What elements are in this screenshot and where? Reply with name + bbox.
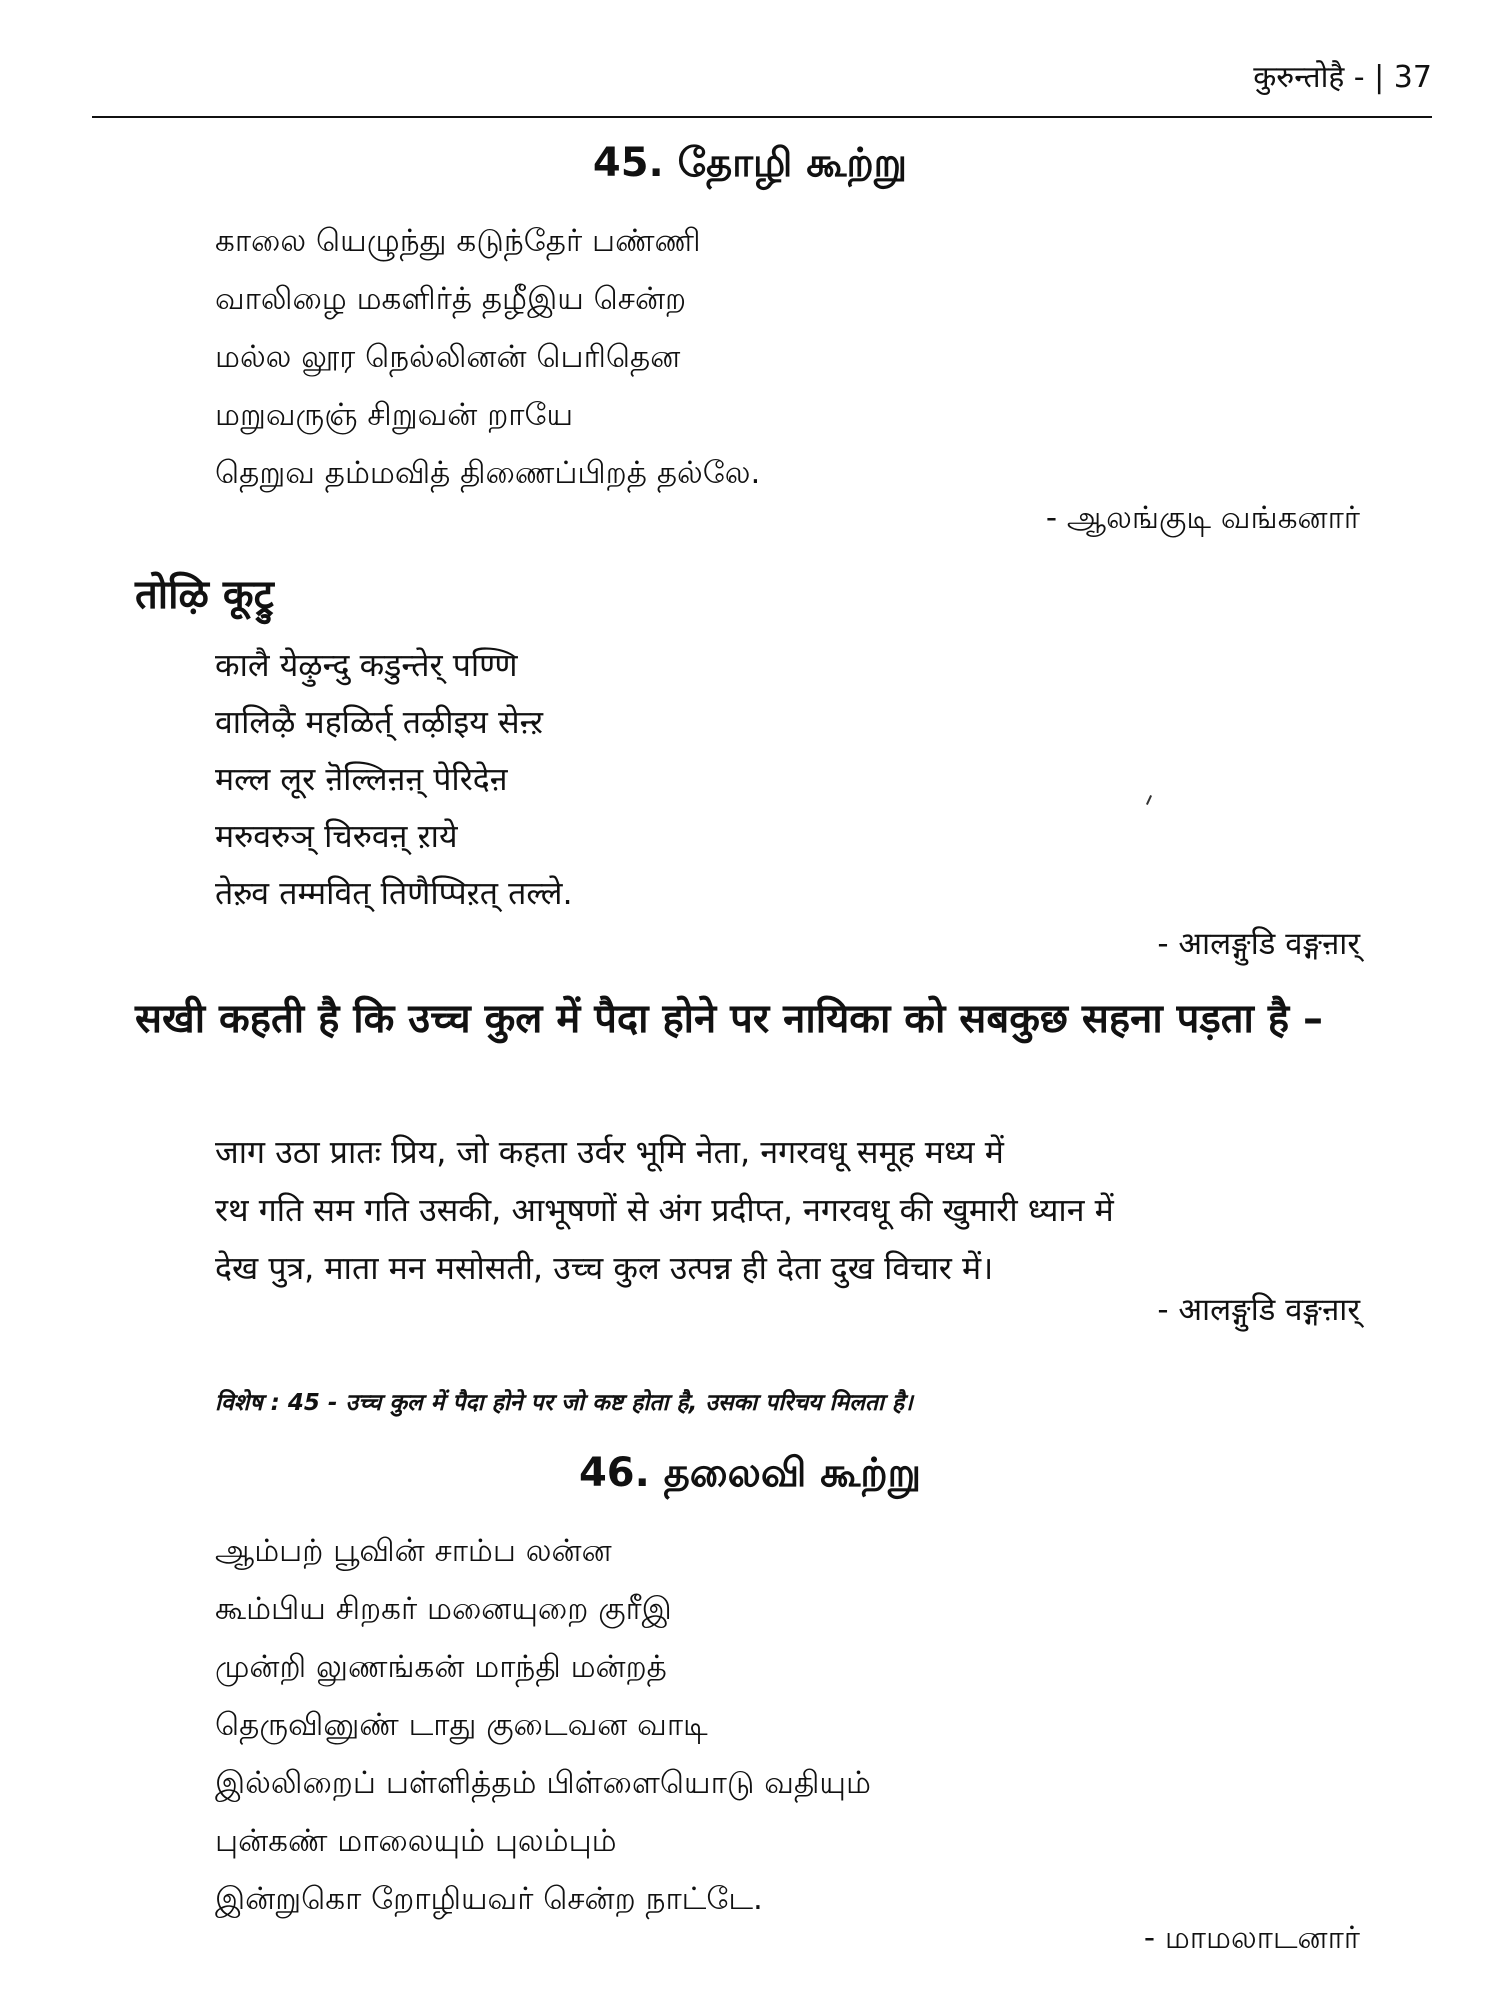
poem45-devanagari-author: - आलङ्गुडि वङ्गऩार् [1157,926,1360,962]
verse-line: देख पुत्र, माता मन मसोसती, उच्च कुल उत्पन्न ही देता दुख विचार में। [215,1249,994,1287]
running-header: कुरुन्तोहै - | 37 [1253,60,1432,95]
verse-line: புன்கண் மாலையும் புலம்பும் [215,1823,617,1859]
verse-line: मल्ल लूर ऩॆल्लिऩऩ् पेरिदेऩ [215,760,508,798]
verse-line: இல்லிறைப் பள்ளித்தம் பிள்ளையொடு வதியும் [215,1765,871,1801]
verse-line: ஆம்பற் பூவின் சாம்ப லன்ன [215,1533,612,1569]
poem45-hindi-author: - आलङ्गुडि वङ्गऩार् [1157,1292,1360,1328]
verse-line: மல்ல லூர நெல்லினன் பெரிதென [215,339,681,375]
poem45-tamil-verse [215,212,760,502]
poem45-tamil-author: - ஆலங்குடி வங்கனார் [1045,500,1360,536]
poem45-title: 45. தோழி கூற்று [592,140,908,186]
verse-line: தெருவினுண் டாது குடைவன வாடி [215,1707,708,1743]
verse-line: कालै येऴुन्दु कडुन्तेर् पण्णि [215,646,518,684]
hindi-heading: सखी कहती है कि उच्च कुल में पैदा होने पर नायिका को सबकुछ सहना पड़ता है – [135,996,1324,1042]
verse-line: तेऱुव तम्मवित् तिणैप्पिऱत् तल्ले. [215,874,573,912]
poem45-note: विशेष : 45 - उच्च कुल में पैदा होने पर जो कष्ट होता है, उसका परिचय मिलता है। [215,1390,913,1416]
verse-line: வாலிழை மகளிர்த் தழீஇய சென்ற [215,281,687,317]
poem46-title: 46. தலைவி கூற்று [578,1450,922,1496]
verse-line: கூம்பிய சிறகர் மனையுறை குரீஇ [215,1591,672,1627]
poem46-author: - மாமலாடனார் [1143,1920,1360,1956]
verse-line: தெறுவ தம்மவித் திணைப்பிறத் தல்லே. [215,455,761,491]
poem45-devanagari-verse [215,637,573,922]
verse-line: முன்றி லுணங்கன் மாந்தி மன்றத் [215,1649,667,1685]
verse-line: जाग उठा प्रातः प्रिय, जो कहता उर्वर भूमि नेता, नगरवधू समूह मध्य में [215,1133,1004,1171]
header-rule [92,116,1432,118]
verse-line: மறுவருஞ் சிறுவன் றாயே [215,397,574,433]
verse-line: वालिऴै महळिर्त् तऴीइय सेऩ्ऱ [215,703,544,741]
transliteration-heading: तोऴि कूट्रु [135,572,274,618]
poem45-hindi-verse [215,1123,1114,1297]
poem46-tamil-verse [215,1522,871,1928]
verse-line: रथ गति सम गति उसकी, आभूषणों से अंग प्रदीप्त, नगरवधू की खुमारी ध्यान में [215,1191,1114,1229]
verse-line: இன்றுகொ றோழியவர் சென்ற நாட்டே. [215,1881,763,1917]
verse-line: मरुवरुञ् चिरुवऩ् ऱाये [215,817,458,855]
stray-mark [1146,795,1152,805]
verse-line: காலை யெழுந்து கடுந்தேர் பண்ணி [215,223,701,259]
